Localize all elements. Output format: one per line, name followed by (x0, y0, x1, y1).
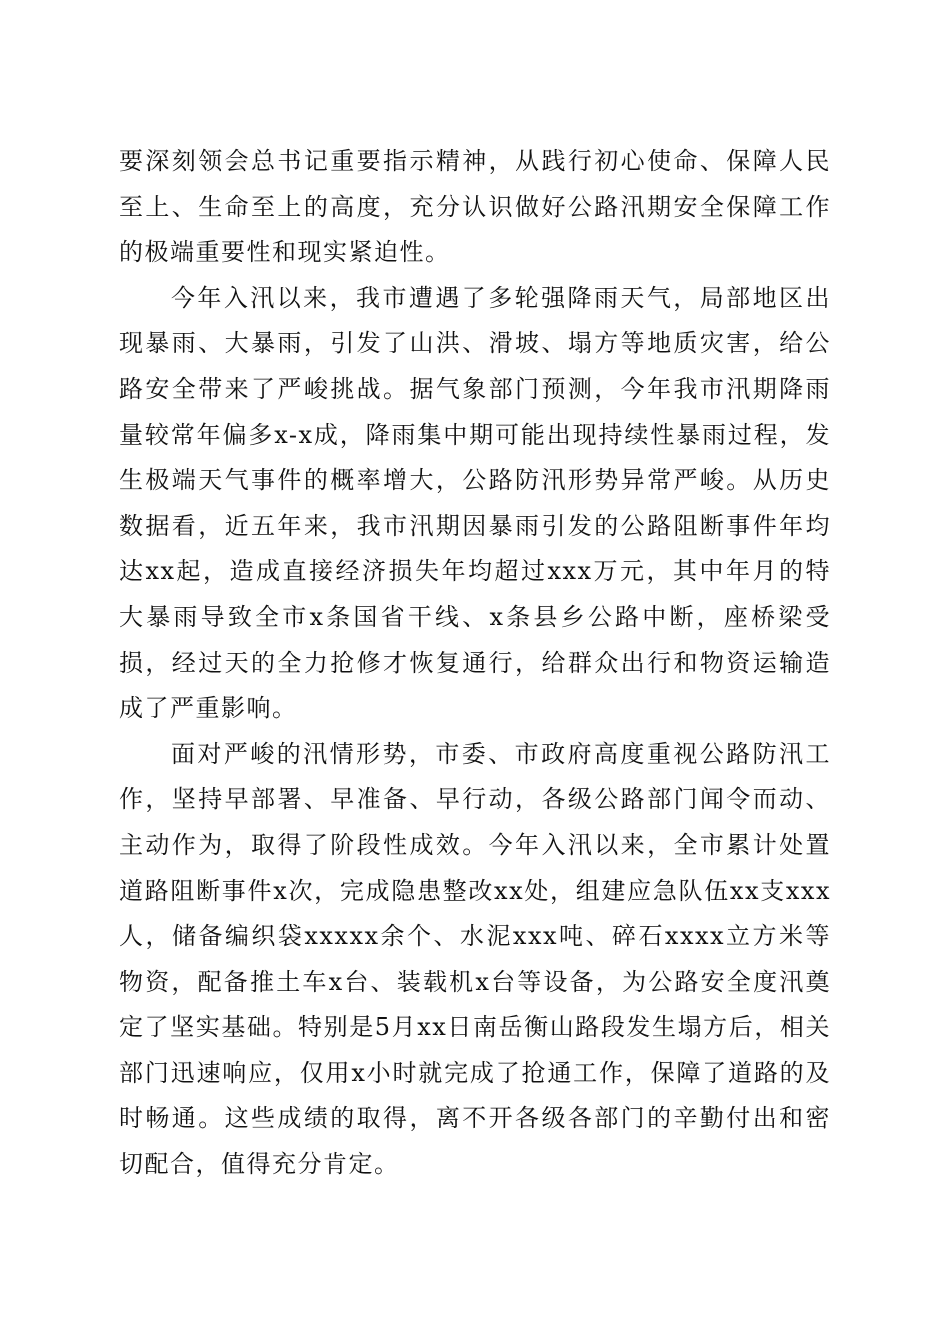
paragraph-flood-situation: 今年入汛以来，我市遭遇了多轮强降雨天气，局部地区出现暴雨、大暴雨，引发了山洪、滑坡、塌方等地质灾害，给公路安全带来了严峻挑战。据气象部门预测，今年我市汛期降雨量较常年偏多x-x成，降雨集中期可能出现持续性暴雨过程，发生极端天气事件的概率增大，公路防汛形势异常严峻。从历史数据看，近五年来，我市汛期因暴雨引发的公路阻断事件年均达xx起，造成直接经济损失年均超过xxx万元，其中年月的特大暴雨导致全市x条国省干线、x条县乡公路中断，座桥梁受损，经过天的全力抢修才恢复通行，给群众出行和物资运输造成了严重影响。 (119, 283, 831, 723)
paragraph-achievements: 面对严峻的汛情形势，市委、市政府高度重视公路防汛工作，坚持早部署、早准备、早行动，各级公路部门闻令而动、主动作为，取得了阶段性成效。今年入汛以来，全市累计处置道路阻断事件x次，完成隐患整改xx处，组建应急队伍xx支xxx人，储备编织袋xxxxx余个、水泥xxx吨、碎石xxxx立方米等物资，配备推土车x台、装载机x台等设备，为公路安全度汛奠定了坚实基础。特别是5月xx日南岳衡山路段发生塌方后，相关部门迅速响应，仅用x小时就完成了抢通工作，保障了道路的及时畅通。这些成绩的取得，离不开各级各部门的辛勤付出和密切配合，值得充分肯定。 (119, 739, 831, 1179)
document-body (119, 139, 831, 1188)
paragraph-continuation: 要深刻领会总书记重要指示精神，从践行初心使命、保障人民至上、生命至上的高度，充分认识做好公路汛期安全保障工作的极端重要性和现实紧迫性。 (119, 147, 831, 267)
